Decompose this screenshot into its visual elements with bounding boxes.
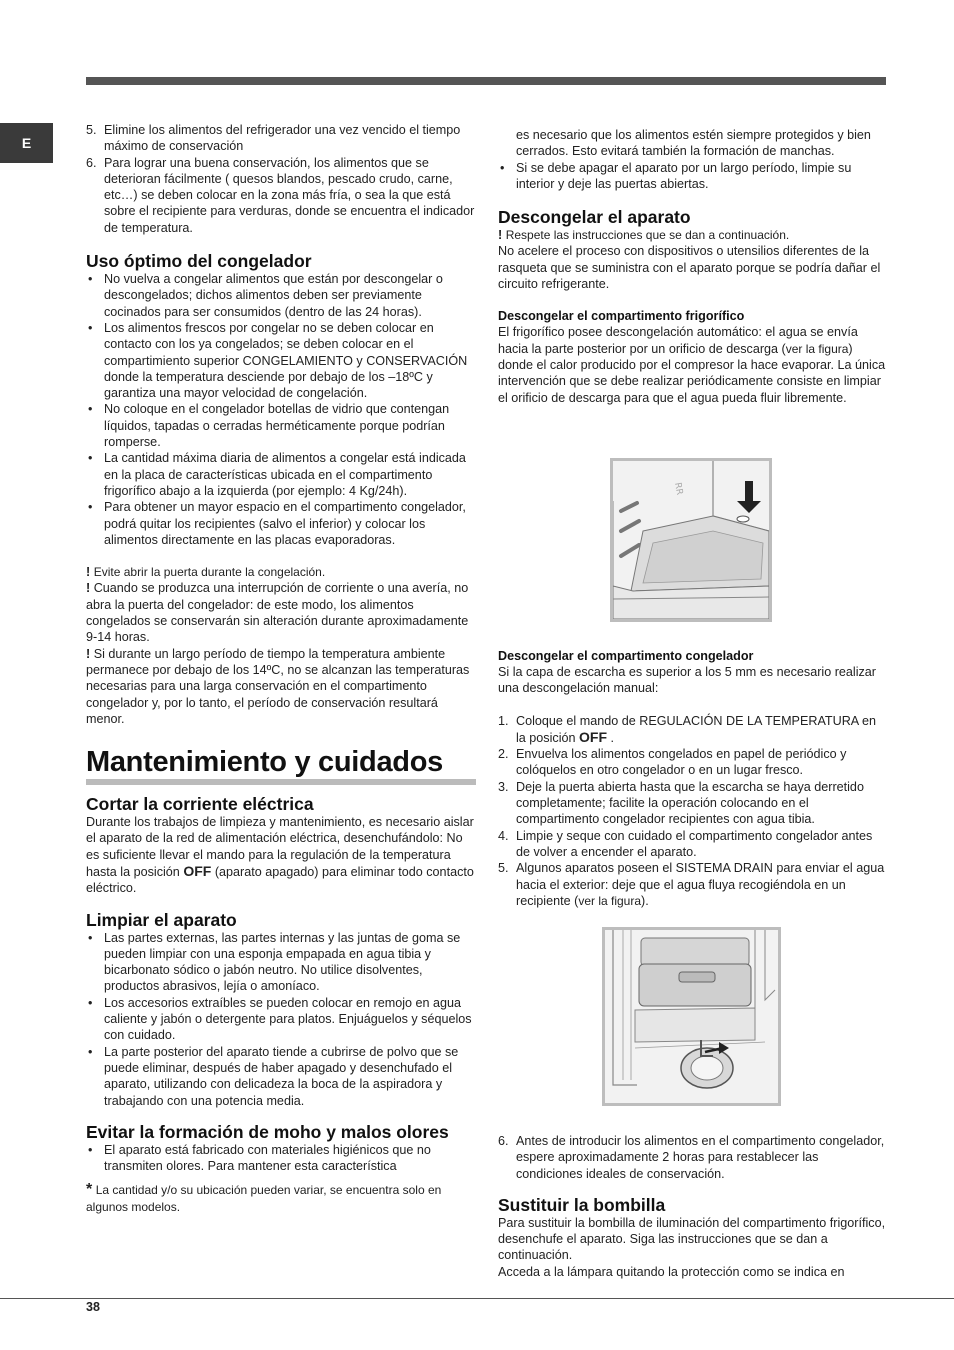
congelador-paragraph: Si la capa de escarcha es superior a los 5 mm es necesario realizar una descongelación manual: [498, 665, 876, 696]
step-text: Deje la puerta abierta hasta que la escarcha se haya derretido completamente; facilite la operación colocando en el compartimento congelador recipientes con agua tibia. [516, 779, 864, 827]
item-text: Elimine los alimentos del refrigerador una vez vencido el tiempo máximo de conservación [104, 123, 461, 154]
moho-list-cont [498, 160, 888, 193]
warning-3 [86, 646, 476, 727]
bombilla-paragraph: Para sustituir la bombilla de iluminación del compartimento frigorífico, desenchufe el aparato. Siga las instrucciones que se dan a continuación. [498, 1215, 886, 1263]
paragraph-text: ) donde el calor producido por el compresor la hace evaporar. La única intervención que se debe realizar periódicamente consiste en limpiar el orificio de descarga para que el agua pueda fluir libremente. [498, 341, 886, 405]
figure-reference: ver la figura [578, 893, 642, 908]
step-number: 1. [498, 713, 509, 728]
list-item: • La parte posterior del aparato tiende a cubrirse de polvo que se puede eliminar, después de haber apagado y desenchufado el aparato, utilizando con delicadeza la boca de la aspiradora y trabajando con una potencia media. [86, 1044, 476, 1109]
language-tab [0, 123, 53, 163]
item-number: 5. [86, 123, 97, 137]
section-heading-corriente: Cortar la corriente eléctrica [86, 794, 314, 815]
section-heading-limpiar: Limpiar el aparato [86, 909, 237, 930]
bottom-rule [0, 1298, 954, 1299]
figure-reference: ver la figura [785, 341, 849, 356]
warning-1 [86, 564, 476, 580]
step-number: 3. [498, 779, 509, 794]
figure-freezer-drain [602, 927, 781, 1106]
step-number: 2. [498, 747, 509, 762]
warning-mark: ! [86, 646, 91, 661]
step-number: 6. [498, 1134, 509, 1148]
paragraph-text: (aparato apagado) para eliminar todo contacto eléctrico. [86, 864, 474, 896]
warning-mark: ! [86, 565, 91, 580]
step-text: Limpie y seque con cuidado el compartimento congelador antes de volver a encender el aparato. [516, 828, 873, 859]
section-heading-congelador: Uso óptimo del congelador [86, 251, 312, 272]
warning-text: Si durante un largo período de tiempo la temperatura ambiente permanece por debajo de los 14ºC, no se alcanzan las temperaturas necesarias para una larga conservación en el compartimento congelador y, por lo tanto, el período de conservación resultará menor. [86, 646, 470, 726]
warning-text: Respete las instrucciones que se dan a continuación. [505, 228, 790, 243]
off-label: OFF [183, 862, 212, 879]
moho-list [86, 1142, 476, 1175]
item-number: 6. [86, 155, 97, 170]
step-number: 5. [498, 861, 509, 876]
list-item: • La cantidad máxima diaria de alimentos a congelar está indicada en la placa de características ubicada en el compartimento frigorífico abajo a la izquierda (por ejemplo: 4 Kg/24h). [86, 450, 476, 499]
step-item [498, 713, 888, 747]
moho-continuation: es necesario que los alimentos estén siempre protegidos y bien cerrados. Esto evitará también la formación de manchas. [516, 128, 871, 159]
defrost-steps [498, 713, 888, 910]
list-item: • No coloque en el congelador botellas de vidrio que contengan líquidos, tapadas o cerradas herméticamente porque podrían romperse. [86, 401, 476, 450]
list-item: • Los alimentos frescos por congelar no se deben colocar en contacto con los ya congelados; se deben colocar en el compartimiento superior CONGELAMIENTO y CONSERVACIÓN donde la temperatura desciende por debajo de los –18ºC y garantiza una mayor velocidad de congelación. [86, 320, 476, 401]
step-number: 4. [498, 828, 509, 843]
page-title: Mantenimiento y cuidados [86, 747, 476, 785]
step-item [498, 860, 888, 909]
list-item: • Para obtener un mayor espacio en el compartimento congelador, podrá quitar los recipientes (salvo el inferior) y colocar los alimentos directamente en las placas evaporadoras. [86, 499, 476, 548]
frigorifico-paragraph [498, 324, 888, 405]
step-text: . [610, 730, 615, 745]
language-label: E [21, 135, 32, 151]
step-item [498, 1133, 888, 1182]
step-item [498, 779, 888, 828]
right-column-bottom [498, 1133, 888, 1280]
paragraph-text: El frigorífico posee descongelación automático: el agua se envía hacia la parte posterior por un orificio de descarga ( [498, 325, 858, 356]
limpiar-list [86, 930, 476, 1109]
list-item [86, 122, 476, 155]
list-item: • Los accesorios extraíbles se pueden colocar en remojo en agua caliente y jabón o detergente para platos. Enjuáguelos y séquelos con cuidado. [86, 995, 476, 1044]
descongelar-paragraph: No acelere el proceso con dispositivos o utensilios diferentes de la rasqueta que se suministra con el aparato porque se podría dañar el circuito refrigerante. [498, 244, 881, 292]
step-text: Algunos aparatos poseen el SISTEMA DRAIN para enviar el agua hacia el exterior: deje que el agua fluya recogiéndola en un recipiente ( [516, 861, 885, 908]
right-column [498, 127, 888, 406]
section-heading-descongelar: Descongelar el aparato [498, 207, 691, 228]
step-item [498, 746, 888, 779]
step-text: Antes de introducir los alimentos en el compartimento congelador, espere aproximadamente 2 horas para restablecer las condiciones ideales de conservación. [516, 1134, 885, 1181]
freezer-drain-illustration [605, 930, 778, 1103]
list-item: • Las partes externas, las partes internas y las juntas de goma se pueden limpiar con una esponja empapada en agua tibia y bicarbonato sódico o jabón neutro. No utilice disolventes, productos abrasivos, lejía o amoníaco. [86, 930, 476, 995]
list-item: • No vuelva a congelar alimentos que están por descongelar o descongelados; dichos alimentos deben ser previamente cocinados para ser consumidos (dentro de las 24 horas). [86, 271, 476, 320]
svg-text:RR: RR [672, 481, 685, 496]
footnote [86, 1182, 476, 1215]
bombilla-paragraph-2: Acceda a la lámpara quitando la protección como se indica en [498, 1264, 845, 1279]
corriente-paragraph [86, 814, 476, 896]
warning-2 [86, 580, 476, 645]
intro-list [86, 122, 476, 236]
defrost-steps-cont [498, 1133, 888, 1182]
item-text: Para lograr una buena conservación, los alimentos que se deterioran fácilmente ( quesos blandos, pescado crudo, carne, etc…) se deben colocar en la zona más fría, o sea la que está sobre el recipiente para verduras, donde se encuentra el indicador de temperatura. [104, 155, 475, 235]
page-number: 38 [86, 1300, 100, 1314]
paragraph-text: Durante los trabajos de limpieza y mantenimiento, es necesario aislar el aparato de la red de alimentación eléctrica, desenchufándolo: No es suficiente llevar el mando para la regulación de la temperatura hasta la posición [86, 815, 474, 879]
fridge-drain-illustration [613, 461, 769, 619]
step-text: Envuelva los alimentos congelados en papel de periódico y colóquelos en otro congelador o en un lugar fresco. [516, 747, 847, 778]
section-heading-moho: Evitar la formación de moho y malos olores [86, 1121, 449, 1142]
step-item [498, 828, 888, 861]
warning-text: Evite abrir la puerta durante la congelación. [93, 565, 326, 580]
section-heading-bombilla: Sustituir la bombilla [498, 1194, 666, 1215]
step-text: ). [641, 893, 649, 908]
descongelar-warning [498, 227, 888, 243]
list-item: • Si se debe apagar el aparato por un largo período, limpie su interior y deje las puertas abiertas. [498, 160, 888, 193]
footnote-mark: * [86, 1181, 93, 1199]
figure-fridge-drain [610, 458, 772, 622]
right-column-lower [498, 648, 888, 909]
top-rule [86, 77, 886, 85]
footnote-text: La cantidad y/o su ubicación pueden variar, se encuentra solo en algunos modelos. [86, 1183, 442, 1214]
subheading-frigorifico: Descongelar el compartimento frigorífico [498, 309, 745, 324]
list-item: • El aparato está fabricado con materiales higiénicos que no transmiten olores. Para mantener esta característica [86, 1142, 476, 1175]
step-text: Coloque el mando de REGULACIÓN DE LA TEMPERATURA en la posición [516, 713, 877, 745]
left-column [86, 122, 476, 1215]
off-label: OFF [579, 728, 608, 745]
subheading-congelador: Descongelar el compartimento congelador [498, 649, 754, 663]
warning-mark: ! [498, 228, 503, 243]
list-item [86, 155, 476, 236]
warning-mark: ! [86, 581, 91, 596]
congelador-list [86, 271, 476, 548]
warning-text: Cuando se produzca una interrupción de corriente o una avería, no abra la puerta del congelador: de este modo, los alimentos congelados se conservarán sin alteración durante aproximadamente 9-14 horas. [86, 581, 469, 645]
